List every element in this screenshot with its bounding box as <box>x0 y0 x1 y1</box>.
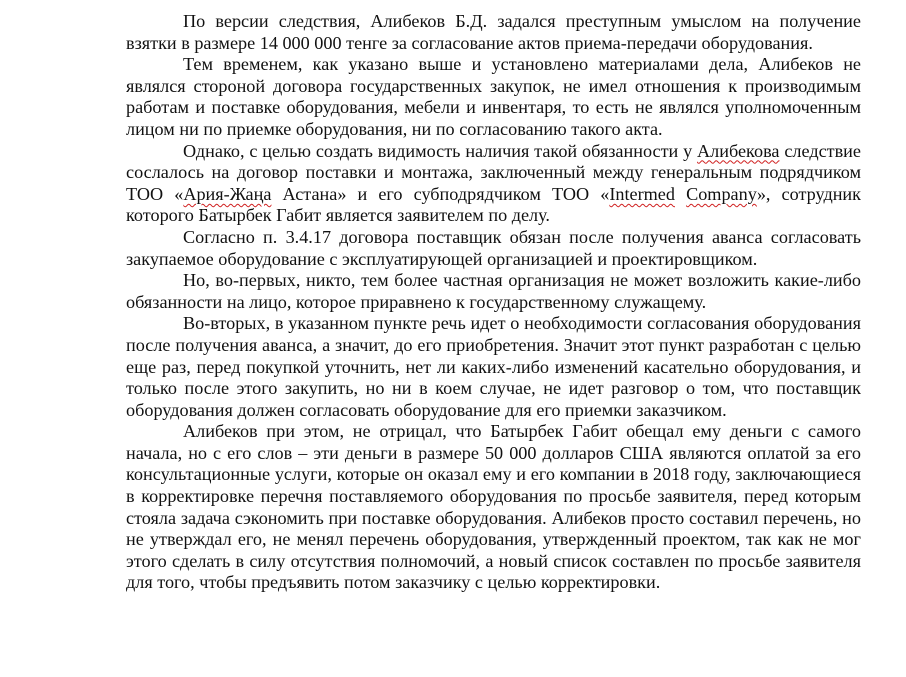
paragraph-3 <box>126 141 861 227</box>
paragraph-1 <box>126 11 861 54</box>
paragraph-text: Астана» и его субподрядчиком ТОО « <box>271 183 610 204</box>
paragraph-text: Но, во-первых, никто, тем более частная организация не может возложить какие-либо обязанности на лицо, которое приравнено к государственному служащему. <box>126 270 861 312</box>
paragraph-4 <box>126 227 861 270</box>
paragraph-text: Согласно п. 3.4.17 договора поставщик обязан после получения аванса согласовать закупаемое оборудование с эксплуатирующей организацией и проектировщиком. <box>126 226 861 269</box>
paragraph-text: Тем временем, как указано выше и установлено материалами дела, Алибеков не являлся стороной договора государственных закупок, не имел отношения к производимым работам и поставке оборудования, мебели и инвентаря, то есть не являлся уполномоченным лицом ни по приемке оборудования, ни по согласованию такого акта. <box>126 54 861 139</box>
paragraph-text <box>675 184 686 204</box>
document-body <box>126 11 861 594</box>
paragraph-7 <box>126 421 861 594</box>
spellcheck-flagged-word: Алибекова <box>697 140 780 161</box>
spellcheck-flagged-word: Intermed <box>609 183 675 204</box>
paragraph-6 <box>126 313 861 421</box>
paragraph-text: следствие сослалось на договор поставки и монтажа, заключенный между генеральным подрядчиком ТОО « <box>126 140 861 204</box>
paragraph-text: По версии следствия, Алибеков Б.Д. задался преступным умыслом на получение взятки в размере 14 000 000 тенге за согласование актов приема-передачи оборудования. <box>126 11 861 53</box>
paragraph-text: Алибеков при этом, не отрицал, что Батырбек Габит обещал ему деньги с самого начала, но с его слов – эти деньги в размере 50 000 долларов США являются оплатой за его консультационные услуги, которые он оказал ему и его компании в 2018 году, заключающиеся в корректировке перечня поставляемого оборудования по просьбе заявителя, перед которым стояла задача сэкономить при поставке оборудования. Алибеков просто составил перечень, но не утверждал его, не менял перечень оборудования, утвержденный проектом, так как не мог этого сделать в силу отсутствия полномочий, а новый список составлен по просьбе заявителя для того, чтобы предъявить потом заказчику с целью корректировки. <box>126 421 861 593</box>
paragraph-2 <box>126 54 861 140</box>
spellcheck-flagged-word: Ария-Жаңа <box>183 183 272 204</box>
paragraph-text: Во-вторых, в указанном пункте речь идет о необходимости согласования оборудования после получения аванса, а значит, до его приобретения. Значит этот пункт разработан с целью еще раз, перед покупкой уточнить, нет ли каких-либо изменений касательно оборудования, и только после этого закупить, но ни в коем случае, не идет разговор о том, что поставщик оборудования должен согласовать оборудование для его приемки заказчиком. <box>126 313 861 420</box>
paragraph-text: », сотрудник которого Батырбек Габит является заявителем по делу. <box>126 183 862 226</box>
spellcheck-flagged-word: Company <box>686 183 757 204</box>
paragraph-5 <box>126 270 861 313</box>
paragraph-text: Однако, с целью создать видимость наличия такой обязанности у <box>183 140 698 161</box>
